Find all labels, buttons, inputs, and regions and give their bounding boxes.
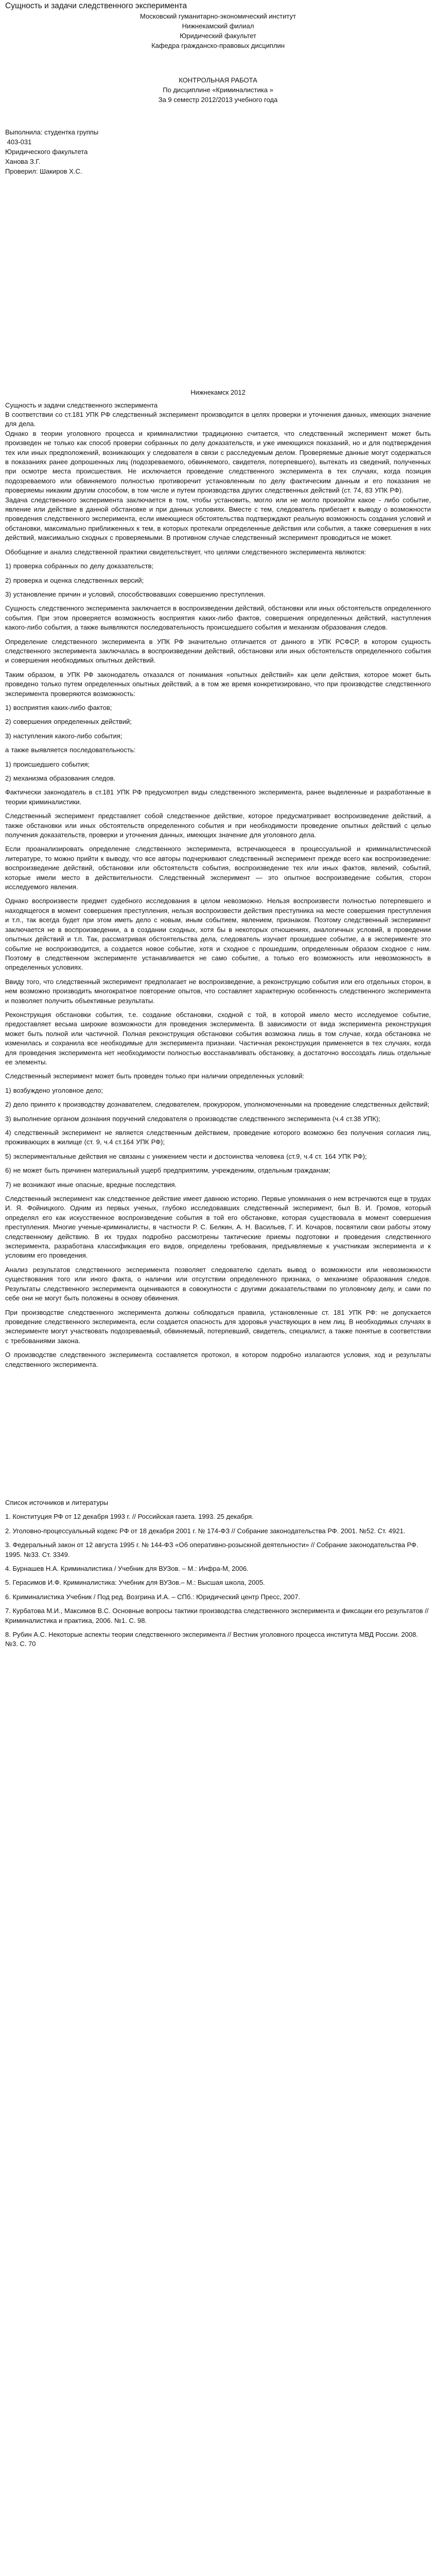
body-paragraph: Ввиду того, что следственный эксперимент предполагает не воспроизведение, а реконструкцию события или его отдельных сторон, в нем возможно производить многократное повторение опытов, что составляет характерную особенность следственного эксперимента и позволяет получить объективные результаты. bbox=[5, 977, 431, 1005]
branch-name: Нижнекамский филиал bbox=[182, 22, 254, 30]
city-year: Нижнекамск 2012 bbox=[190, 388, 246, 396]
discipline-line: По дисциплине «Криминалистика » bbox=[163, 86, 273, 94]
student-group: 403-031 bbox=[5, 138, 32, 146]
body-paragraph: О производстве следственного эксперимента составляется протокол, в котором подробно излагаются условия, ход и результаты следственного эксперимента. bbox=[5, 1351, 431, 1368]
reference-item: 3. Федеральный закон от 12 августа 1995 г. № 144-ФЗ «Об оперативно-розыскной деятельности» // Собрание законодательства РФ. 1995. №33. Ст. 3349. bbox=[5, 1541, 418, 1558]
body-paragraph: а также выявляется последовательность: bbox=[5, 746, 136, 754]
document-title: Сущность и задачи следственного эксперимента bbox=[5, 2, 187, 10]
faculty-name: Юридический факультет bbox=[180, 32, 256, 40]
reference-item: 4. Бурнашев Н.А. Криминалистика / Учебник для ВУЗов. – М.: Инфра-М, 2006. bbox=[5, 1564, 249, 1572]
body-paragraph: Если проанализировать определение следственного эксперимента, встречающееся в процессуальной и криминалистической литературе, то можно прийти к выводу, что все авторы подчеркивают следственный эксперимент прежде всего как воспроизведение: воспроизведение действий, обстановки или обстоятельств события, воспроизведение тех или иных фактов, явлений, событий, которые имели место в действительности. Следственный эксперимент — это опытное воспроизведение события, сторон исследуемого явления. bbox=[5, 845, 431, 891]
supervisor-name: Проверил: Шакиров Х.С. bbox=[5, 167, 82, 175]
body-paragraph: При производстве следственного эксперимента должны соблюдаться правила, установленные ст. 181 УПК РФ: не допускается проведение следственного эксперимента, если создается опасность для здоровья участвующих в нем лиц. В необходимых случаях в эксперименте могут участвовать подозреваемый, обвиняемый, потерпевший, свидетель, специалист, а также понятые в соответствии с требованиями закона. bbox=[5, 1308, 431, 1345]
body-paragraph: Однако воспроизвести предмет судебного исследования в целом невозможно. Нельзя воспроизвести полностью потерпевшего и находящегося в момент совершения преступления, нельзя воспроизвести действия преступника на месте совершения преступления и т.п., так всегда будет при этом иметь дело с новым, иным событием, явлением, признаком. Поэтому следственный эксперимент заключается не в воспроизведении, а в создании сходных, хотя бы в некоторых отношениях, аналогичных условий, в проведении опытных действий и т.п. Так, рассматривая обстоятельства дела, следователь изучает прошедшее событие, а в эксперименте это событие не воспроизводится, а создается новое событие, хотя и сходное с прошедшим, определенным образом сходное с ним. Поэтому в следственном эксперименте устанавливается не само событие, а только его возможность или невозможность в определенных условиях. bbox=[5, 897, 431, 972]
body-paragraph: 2) дело принято к производству дознавателем, следователем, прокурором, уполномоченными на проведение следственных действий; bbox=[5, 1100, 430, 1109]
section-heading: Сущность и задачи следственного эксперимента bbox=[5, 401, 158, 409]
body-paragraph: Сущность следственного эксперимента заключается в воспроизведении действий, обстановки или иных обстоятельств определенного события. При этом проверяется возможность восприятия каких-либо фактов, совершения определенных действий, наступления какого-либо события, а также выявляются последовательность происшедшего события и механизм образования следов. bbox=[5, 604, 431, 632]
body-paragraph: 3) наступления какого-либо события; bbox=[5, 732, 123, 740]
body-paragraph: Таким образом, в УПК РФ законодатель отказался от понимания «опытных действий» как цели действия, которое может быть проведено только путем определенных опытных действий, а в том же время конкретизировано, что при производстве следственного эксперимента проверяются возможность: bbox=[5, 670, 431, 698]
body-paragraph: Однако в теории уголовного процесса и криминалистики традиционно считается, что следственный эксперимент может быть произведен не только как способ проверки собранных по делу доказательств, и уже имеющихся показаний, но и для подтверждения тех или иных предположений, возникающих у следователя в связи с расследуемым делом. Проверяемые данные могут содержаться в показаниях ранее допрошенных лиц (подозреваемого, обвиняемого, свидетеля, потерпевшего), вытекать из сведений, полученных при осмотре места происшествия. Не исключается проведение следственного эксперимента в тех случаях, когда позиция подозреваемого или обвиняемого полностью противоречит установленным по делу фактическим данным и его показания не проверяемы никаким другим способом, в том числе и путем производства других следственных действий (ст. 74, 83 УПК РФ). bbox=[5, 429, 431, 495]
body-paragraph: Фактически законодатель в ст.181 УПК РФ предусмотрел виды следственного эксперимента, ранее выделенные и разработанные в теории криминалистики. bbox=[5, 788, 431, 806]
body-paragraph: Анализ результатов следственного эксперимента позволяет следователю сделать вывод о возможности или невозможности существования того или иного факта, о наличии или отсутствии определенного признака, о механизме образования следов. Результаты следственного эксперимента оцениваются в совокупности с другими доказательствами по уголовному делу, и сами по себе они не могут быть положены в основу обвинения. bbox=[5, 1265, 431, 1302]
body-paragraph: 1) возбуждено уголовное дело; bbox=[5, 1086, 103, 1094]
paragraph-list bbox=[5, 410, 431, 1369]
body-paragraph: 5) экспериментальные действия не связаны с унижением чести и достоинства человека (ст.9, ч.4 ст. 164 УПК РФ); bbox=[5, 1152, 367, 1160]
body-paragraph: Следственный эксперимент как следственное действие имеет давнюю историю. Первые упоминания о нем встречаются еще в трудах И. Я. Фойницкого. Одним из первых ученых, глубоко исследовавших следственный эксперимент, был В. И. Громов, который определял его как искусственное воспроизведение события в той его обстановке, которая существовала в момент совершения преступления. Многие ученые-криминалисты, в частности Р. С. Белкин, А. Н. Васильев, Г. И. Кочаров, посвятили свои работы этому следственному действию. В их трудах подробно рассмотрены тактические приемы подготовки и проведения следственного эксперимента, разработана классификация его видов, определены требования, предъявляемые к участникам эксперимента и к условиям его проведения. bbox=[5, 1195, 431, 1260]
body-paragraph: 2) проверка и оценка следственных версий; bbox=[5, 576, 144, 584]
body-paragraph: 3) установление причин и условий, способствовавших совершению преступления. bbox=[5, 590, 266, 598]
reference-item: 6. Криминалистика Учебник / Под ред. Возгрина И.А. – СПб.: Юридический центр Пресс, 2007. bbox=[5, 1592, 301, 1601]
body-paragraph: 1) происшедшего события; bbox=[5, 760, 90, 768]
references-list bbox=[5, 1512, 431, 1649]
references-heading: Список источников и литературы bbox=[5, 1498, 109, 1506]
body-paragraph: Задача следственного эксперимента заключается в том, чтобы установить, могло или не могло произойти какое - либо событие, явление или действие в данной обстановке и при данных условиях. Вместе с тем, следователь прибегает к выводу о возможности проведения следственного эксперимента, если имеющиеся обстоятельства подтверждают реальную возможность создания условий и обстановки, максимально приближенных к тем, в которых протекали определенные действия или события, а также совершения в них действий, максимально сходных с проверяемыми. В противном случае следственный эксперимент проводиться не может. bbox=[5, 496, 431, 542]
references-section bbox=[5, 1498, 431, 1649]
work-type: КОНТРОЛЬНАЯ РАБОТА bbox=[179, 76, 257, 84]
body-paragraph: Обобщение и анализ следственной практики свидетельствует, что целями следственного эксперимента являются: bbox=[5, 548, 367, 556]
reference-item: 7. Курбатова М.И., Максимов В.С. Основные вопросы тактики производства следственного эксперимента и фиксации его результатов // Криминалистика и практика, 2006. №1. С. 98. bbox=[5, 1607, 429, 1624]
department-name: Кафедра гражданско-правовых дисциплин bbox=[151, 42, 285, 49]
essay-body bbox=[5, 400, 431, 1369]
body-paragraph: Следственный эксперимент представляет собой следственное действие, которое предусматривает воспроизведение действий, а также обстановки или иных обстоятельств определенного события и при необходимости проведение опытных действий с целью получения доказательств, проверки и уточнения данных, имеющих значение для уголовного дела. bbox=[5, 812, 431, 839]
reference-item: 5. Герасимов И.Ф. Криминалистика: Учебник для ВУЗов.– М.: Высшая школа, 2005. bbox=[5, 1579, 265, 1587]
body-paragraph: 4) следственный эксперимент не является следственным действием, проведение которого возможно без получения согласия лиц, проживающих в жилище (ст. 9, ч.4 ст.164 УПК РФ); bbox=[5, 1129, 431, 1146]
body-paragraph: 2) совершения определенных действий; bbox=[5, 718, 132, 726]
reference-item: 2. Уголовно-процессуальный кодекс РФ от 18 декабря 2001 г. № 174-ФЗ // Собрание законодательства РФ. 2001. №52. Ст. 4921. bbox=[5, 1527, 406, 1535]
student-name: Ханова З.Г. bbox=[5, 158, 41, 165]
body-paragraph: Определение следственного эксперимента в УПК РФ значительно отличается от данного в УПК РСФСР, в котором сущность следственного эксперимента заключалась в воспроизведении действий, обстановки или иных обстоятельств определенного события и совершения необходимых опытных действий. bbox=[5, 637, 431, 665]
title-page bbox=[5, 11, 431, 400]
body-paragraph: Реконструкция обстановки события, т.е. создание обстановки, сходной с той, в которой имело место исследуемое событие, предоставляет весьма широкие возможности для проведения эксперимента. В зависимости от вида эксперимента реконструкция может быть полной или частичной. Полная реконструкция обстановки события возможна лишь в том случае, когда обстановка не изменилась и сохранила все необходимые для эксперимента признаки. Частичная реконструкция применяется в тех случаях, когда для проведения эксперимента нет необходимости полностью восстанавливать обстановку, а достаточно воссоздать лишь отдельные ее элементы. bbox=[5, 1010, 431, 1066]
body-paragraph: Следственный эксперимент может быть проведен только при наличии определенных условий: bbox=[5, 1072, 304, 1080]
body-paragraph: 2) механизма образования следов. bbox=[5, 774, 116, 782]
body-paragraph: 1) проверка собранных по делу доказательств; bbox=[5, 562, 153, 570]
institute-name: Московский гуманитарно-экономический институт bbox=[140, 12, 296, 20]
student-performer: Выполнила: студентка группы bbox=[5, 128, 99, 136]
body-paragraph: В соответствии со ст.181 УПК РФ следственный эксперимент производится в целях проверки и уточнения данных, имеющих значение для дела. bbox=[5, 411, 431, 428]
body-paragraph: 3) выполнение органом дознания поручений следователя о производстве следственного эксперимента (ч.4 ст.38 УПК); bbox=[5, 1114, 380, 1123]
body-paragraph: 7) не возникают иные опасные, вредные последствия. bbox=[5, 1180, 177, 1189]
student-faculty: Юридического факультета bbox=[5, 148, 88, 156]
reference-item: 1. Конституция РФ от 12 декабря 1993 г. // Российская газета. 1993. 25 декабря. bbox=[5, 1513, 254, 1521]
term-line: За 9 семестр 2012/2013 учебного года bbox=[158, 96, 278, 104]
reference-item: 8. Рубин А.С. Некоторые аспекты теории следственного эксперимента // Вестник уголовного процесса института МВД России. 2008. №3. С. 70 bbox=[5, 1631, 418, 1648]
body-paragraph: 6) не может быть причинен материальный ущерб предприятиям, учреждениям, отдельным гражданам; bbox=[5, 1166, 330, 1175]
body-paragraph: 1) восприятия каких-либо фактов; bbox=[5, 703, 112, 711]
